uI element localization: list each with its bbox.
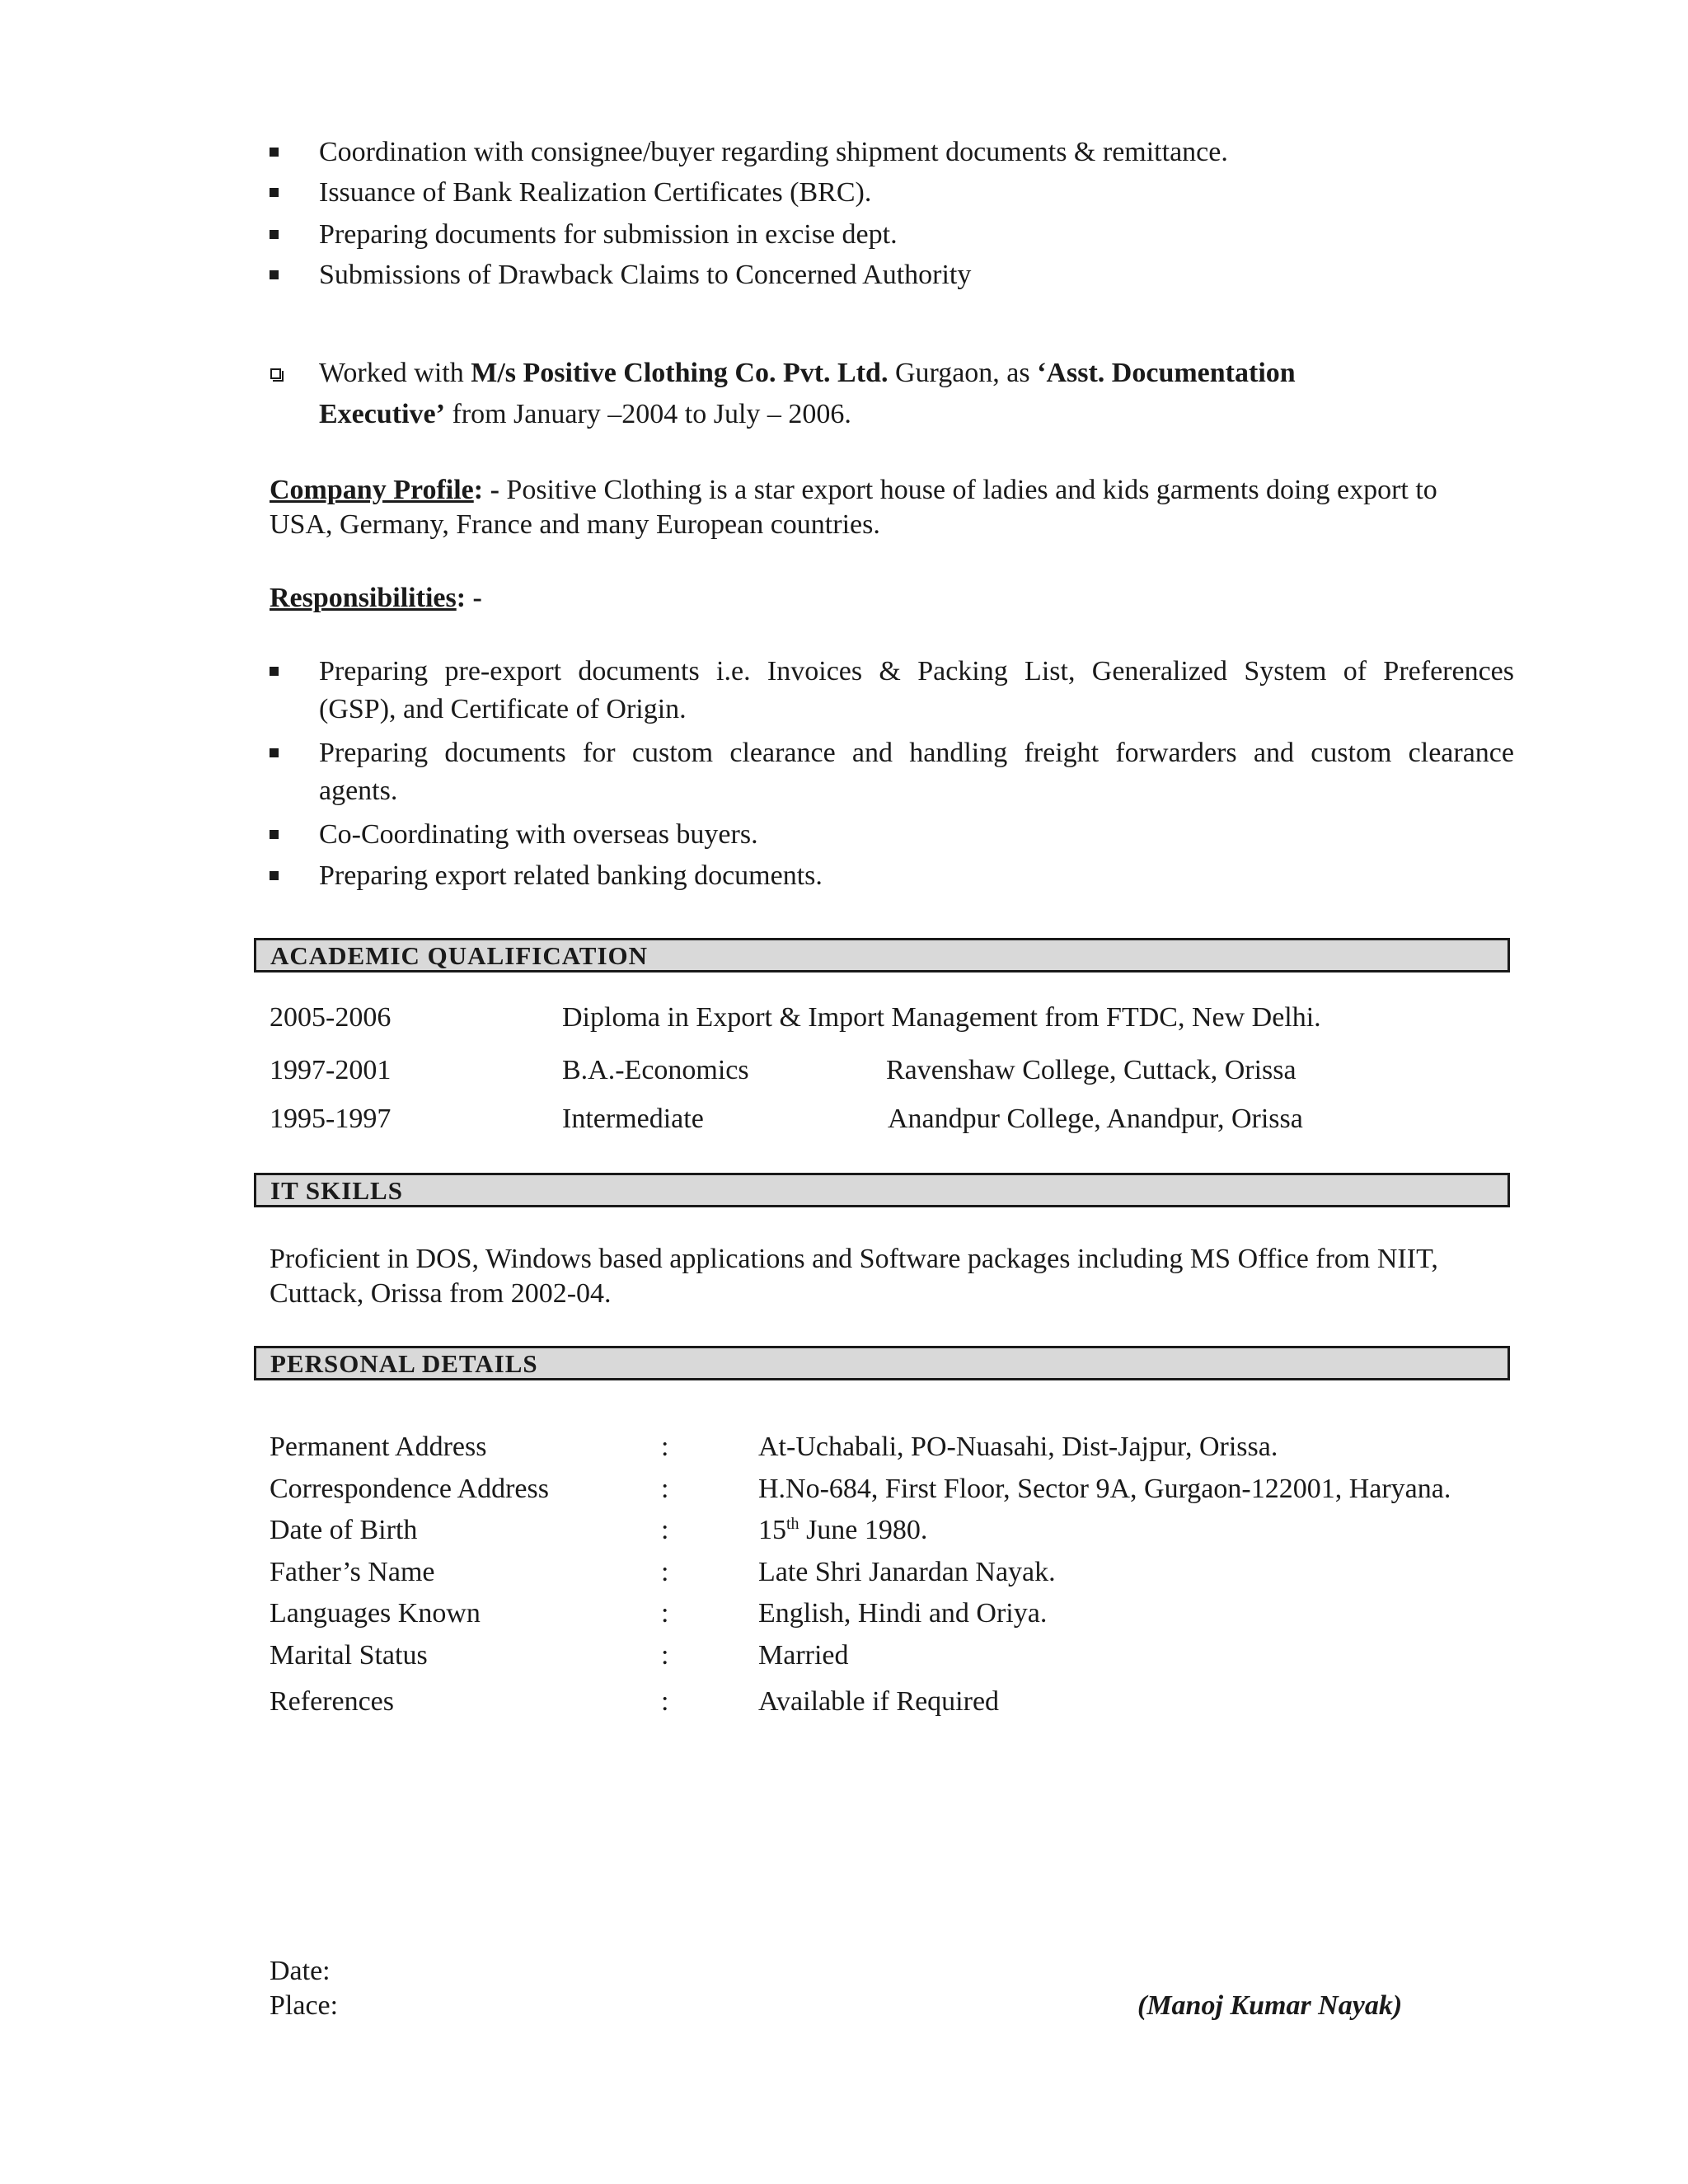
detail-colon: : bbox=[661, 1474, 669, 1504]
experience-line-1: Worked with M/s Positive Clothing Co. Pvt. Ltd. Gurgaon, as ‘Asst. Documentation bbox=[319, 358, 1296, 388]
experience-line-2 bbox=[319, 394, 1514, 435]
academic-section-header: ACADEMIC QUALIFICATION bbox=[254, 938, 1510, 972]
academic-course: Intermediate bbox=[562, 1104, 704, 1134]
academic-years: 1997-2001 bbox=[270, 1055, 392, 1085]
detail-value: Late Shri Janardan Nayak. bbox=[758, 1557, 1056, 1587]
list-item: Co-Coordinating with overseas buyers. bbox=[270, 814, 1514, 855]
list-item: Preparing pre-export documents i.e. Invoices & Packing List, Generalized System of Preferences (GSP), and Certificate of Origin. bbox=[270, 651, 1514, 733]
list-item: Preparing export related banking documents. bbox=[270, 855, 1514, 897]
square-bullet-icon bbox=[270, 830, 279, 839]
academic-course: Diploma in Export & Import Management from FTDC, New Delhi. bbox=[562, 1002, 1321, 1033]
detail-label: Correspondence Address bbox=[270, 1474, 549, 1504]
square-bullet-icon bbox=[270, 188, 279, 197]
detail-label: Marital Status bbox=[270, 1640, 428, 1671]
detail-value: Available if Required bbox=[758, 1686, 1000, 1717]
detail-label: Permanent Address bbox=[270, 1432, 487, 1462]
place-label: Place: bbox=[270, 1990, 339, 2021]
square-bullet-icon bbox=[270, 270, 279, 279]
it-skills-section-header: IT SKILLS bbox=[254, 1173, 1510, 1207]
detail-value: At-Uchabali, PO-Nuasahi, Dist-Jajpur, Orissa. bbox=[758, 1432, 1278, 1462]
signature-name: (Manoj Kumar Nayak) bbox=[1137, 1990, 1403, 2021]
company-profile: Company Profile: - Positive Clothing is a star export house of ladies and kids garments doing export to bbox=[270, 475, 1437, 505]
personal-section-header: PERSONAL DETAILS bbox=[254, 1346, 1510, 1380]
detail-label: Date of Birth bbox=[270, 1515, 418, 1545]
square-bullet-icon bbox=[270, 667, 279, 676]
academic-years: 2005-2006 bbox=[270, 1002, 392, 1033]
detail-label: Languages Known bbox=[270, 1598, 481, 1629]
company-profile-label: Company Profile bbox=[270, 475, 474, 505]
square-bullet-icon bbox=[270, 148, 279, 157]
designation: ‘Asst. Documentation bbox=[1037, 358, 1296, 388]
academic-institute: Anandpur College, Anandpur, Orissa bbox=[888, 1104, 1303, 1134]
square-bullet-icon bbox=[270, 871, 279, 880]
list-item: Issuance of Bank Realization Certificates (BRC). bbox=[270, 172, 1514, 213]
it-skills-text-cont: Cuttack, Orissa from 2002-04. bbox=[270, 1278, 612, 1309]
detail-colon: : bbox=[661, 1598, 669, 1629]
square-bullet-icon bbox=[270, 230, 279, 239]
academic-course: B.A.-Economics bbox=[562, 1055, 749, 1085]
responsibilities-heading: Responsibilities: - bbox=[270, 583, 482, 613]
list-item: Preparing documents for custom clearance and handling freight forwarders and custom clearance agents. bbox=[270, 733, 1514, 815]
it-skills-text: Proficient in DOS, Windows based applications and Software packages including MS Office from NIIT, bbox=[270, 1244, 1438, 1274]
company-name: M/s Positive Clothing Co. Pvt. Ltd. bbox=[471, 358, 889, 388]
list-item: Submissions of Drawback Claims to Concerned Authority bbox=[270, 255, 1514, 296]
list-item: Coordination with consignee/buyer regarding shipment documents & remittance. bbox=[270, 132, 1514, 173]
square-bullet-icon bbox=[270, 748, 279, 757]
detail-colon: : bbox=[661, 1432, 669, 1462]
detail-label: References bbox=[270, 1686, 395, 1717]
company-profile-cont: USA, Germany, France and many European countries. bbox=[270, 509, 880, 540]
detail-colon: : bbox=[661, 1640, 669, 1671]
detail-value: 15th June 1980. bbox=[758, 1515, 928, 1545]
detail-colon: : bbox=[661, 1515, 669, 1545]
academic-institute: Ravenshaw College, Cuttack, Orissa bbox=[886, 1055, 1296, 1085]
academic-years: 1995-1997 bbox=[270, 1104, 392, 1134]
detail-colon: : bbox=[661, 1686, 669, 1717]
list-item: Preparing documents for submission in excise dept. bbox=[270, 214, 1514, 255]
employment-period: from January –2004 to July – 2006. bbox=[452, 399, 851, 429]
checkbox-bullet-icon bbox=[270, 368, 281, 379]
date-label: Date: bbox=[270, 1956, 331, 1986]
detail-value: H.No-684, First Floor, Sector 9A, Gurgaon-122001, Haryana. bbox=[758, 1474, 1451, 1504]
designation-cont: Executive’ bbox=[319, 399, 445, 429]
detail-label: Father’s Name bbox=[270, 1557, 435, 1587]
detail-colon: : bbox=[661, 1557, 669, 1587]
detail-value: English, Hindi and Oriya. bbox=[758, 1598, 1048, 1629]
detail-value: Married bbox=[758, 1640, 849, 1671]
